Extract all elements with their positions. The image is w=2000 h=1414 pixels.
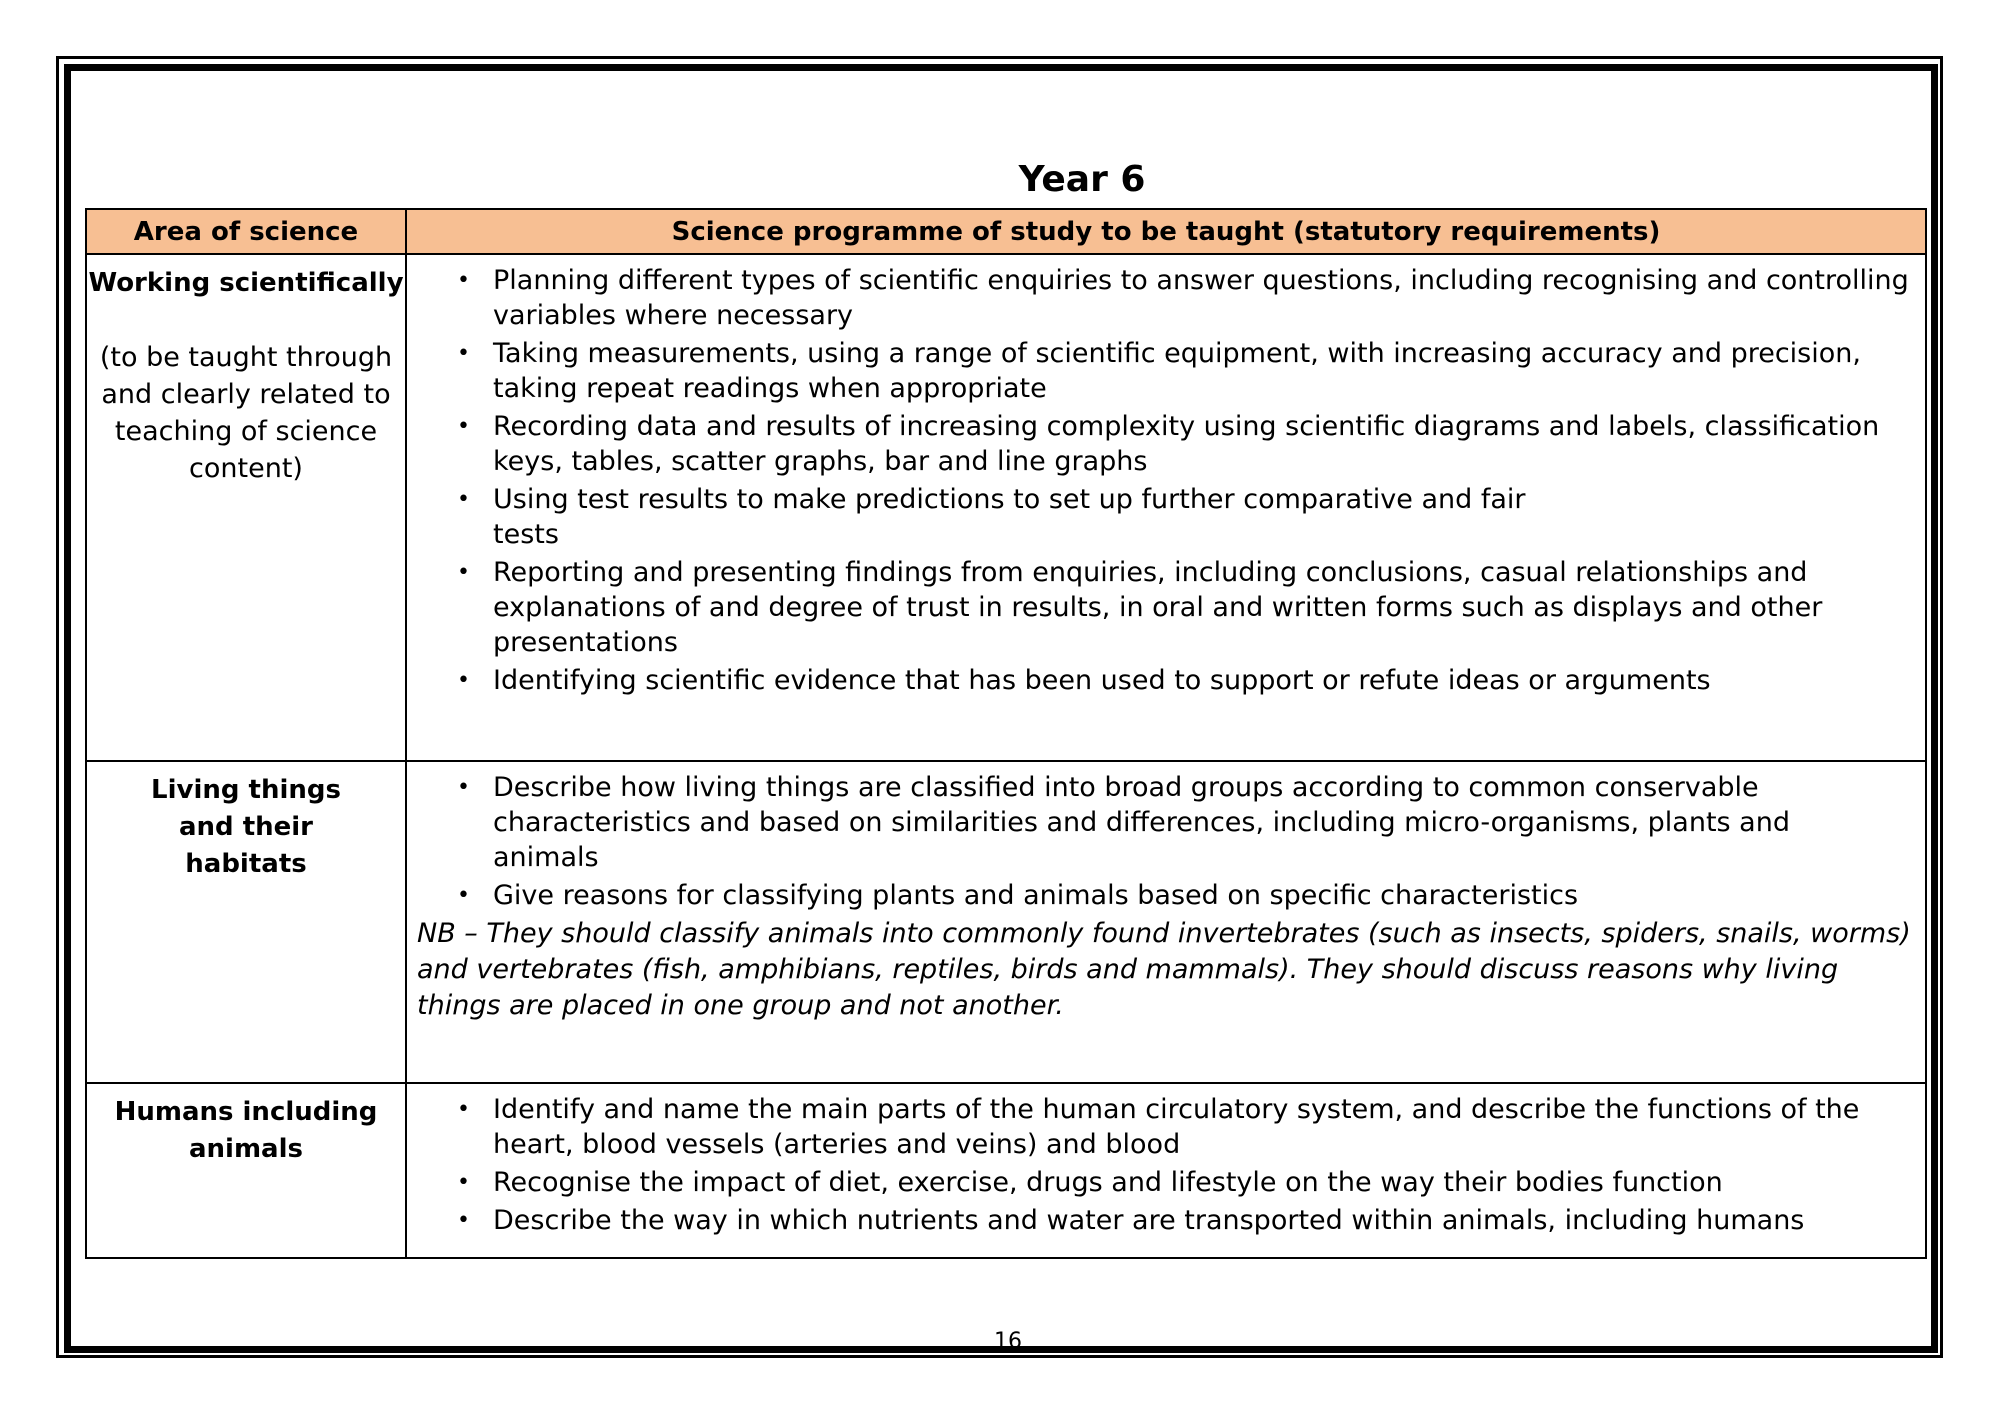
bullet-icon: •: [457, 1170, 470, 1195]
science-curriculum-table: [85, 208, 1927, 1259]
bullet-icon: •: [457, 883, 470, 908]
column-header-programme: Science programme of study to be taught (statutory requirements): [406, 209, 1926, 254]
list-item: • Identifying scientific evidence that has been used to support or refute ideas or arguments: [457, 665, 1711, 696]
bullet-list: [417, 263, 1913, 698]
programme-cell: [406, 254, 1926, 761]
list-item: • Identify and name the main parts of the human circulatory system, and describe the functions of the heart, blood vessels (arteries and veins) and blood: [457, 1094, 1860, 1160]
bullet-list: [417, 770, 1913, 913]
column-header-area: Area of science: [86, 209, 406, 254]
area-cell: [86, 1083, 406, 1258]
list-item: • Taking measurements, using a range of scientific equipment, with increasing accuracy and precision, taking repeat readings when appropriate: [457, 338, 1861, 404]
area-name: Working scientifically: [88, 268, 404, 298]
table-header-row: [86, 209, 1926, 254]
bullet-icon: •: [457, 268, 470, 293]
nb-note: NB – They should classify animals into commonly found invertebrates (such as insects, spiders, snails, worms) and vertebrates (fish, amphibians, reptiles, birds and mammals). They should discuss reasons why living things are placed in one group and not another.: [417, 918, 1911, 1021]
area-cell: [86, 761, 406, 1083]
area-name: Living things and their habitats: [151, 775, 341, 879]
list-item: • Reporting and presenting findings from enquiries, including conclusions, casual relationships and explanations of and degree of trust in results, in oral and written forms such as displays and other presentations: [457, 557, 1823, 658]
bullet-icon: •: [457, 341, 470, 366]
area-note: (to be taught through and clearly related to teaching of science content): [99, 342, 393, 484]
list-item: • Describe the way in which nutrients and water are transported within animals, including humans: [457, 1205, 1805, 1236]
page-title: Year 6: [1018, 159, 1146, 200]
area-name: Humans including animals: [114, 1097, 378, 1164]
bullet-icon: •: [457, 560, 470, 585]
list-item: • Recognise the impact of diet, exercise, drugs and lifestyle on the way their bodies function: [457, 1167, 1723, 1198]
bullet-icon: •: [457, 775, 470, 800]
bullet-icon: •: [457, 414, 470, 439]
bullet-list: [417, 1092, 1913, 1238]
bullet-icon: •: [457, 487, 470, 512]
area-cell: [86, 254, 406, 761]
programme-cell: [406, 1083, 1926, 1258]
list-item: • Describe how living things are classified into broad groups according to common conservable characteristics and based on similarities and differences, including micro-organisms, plants and animals: [457, 772, 1790, 873]
bullet-icon: •: [457, 1208, 470, 1233]
bullet-icon: •: [457, 668, 470, 693]
bullet-icon: •: [457, 1097, 470, 1122]
table-row: [86, 1083, 1926, 1258]
table-row: [86, 254, 1926, 761]
list-item: • Give reasons for classifying plants and animals based on specific characteristics: [457, 880, 1579, 911]
programme-cell: [406, 761, 1926, 1083]
table-row: [86, 761, 1926, 1083]
list-item: • Recording data and results of increasing complexity using scientific diagrams and labels, classification keys, tables, scatter graphs, bar and line graphs: [457, 411, 1880, 477]
page-number: 16: [994, 1329, 1022, 1354]
list-item: • Using test results to make predictions to set up further comparative and fair tests: [457, 484, 1526, 550]
list-item: • Planning different types of scientific enquiries to answer questions, including recognising and controlling variables where necessary: [457, 265, 1909, 331]
